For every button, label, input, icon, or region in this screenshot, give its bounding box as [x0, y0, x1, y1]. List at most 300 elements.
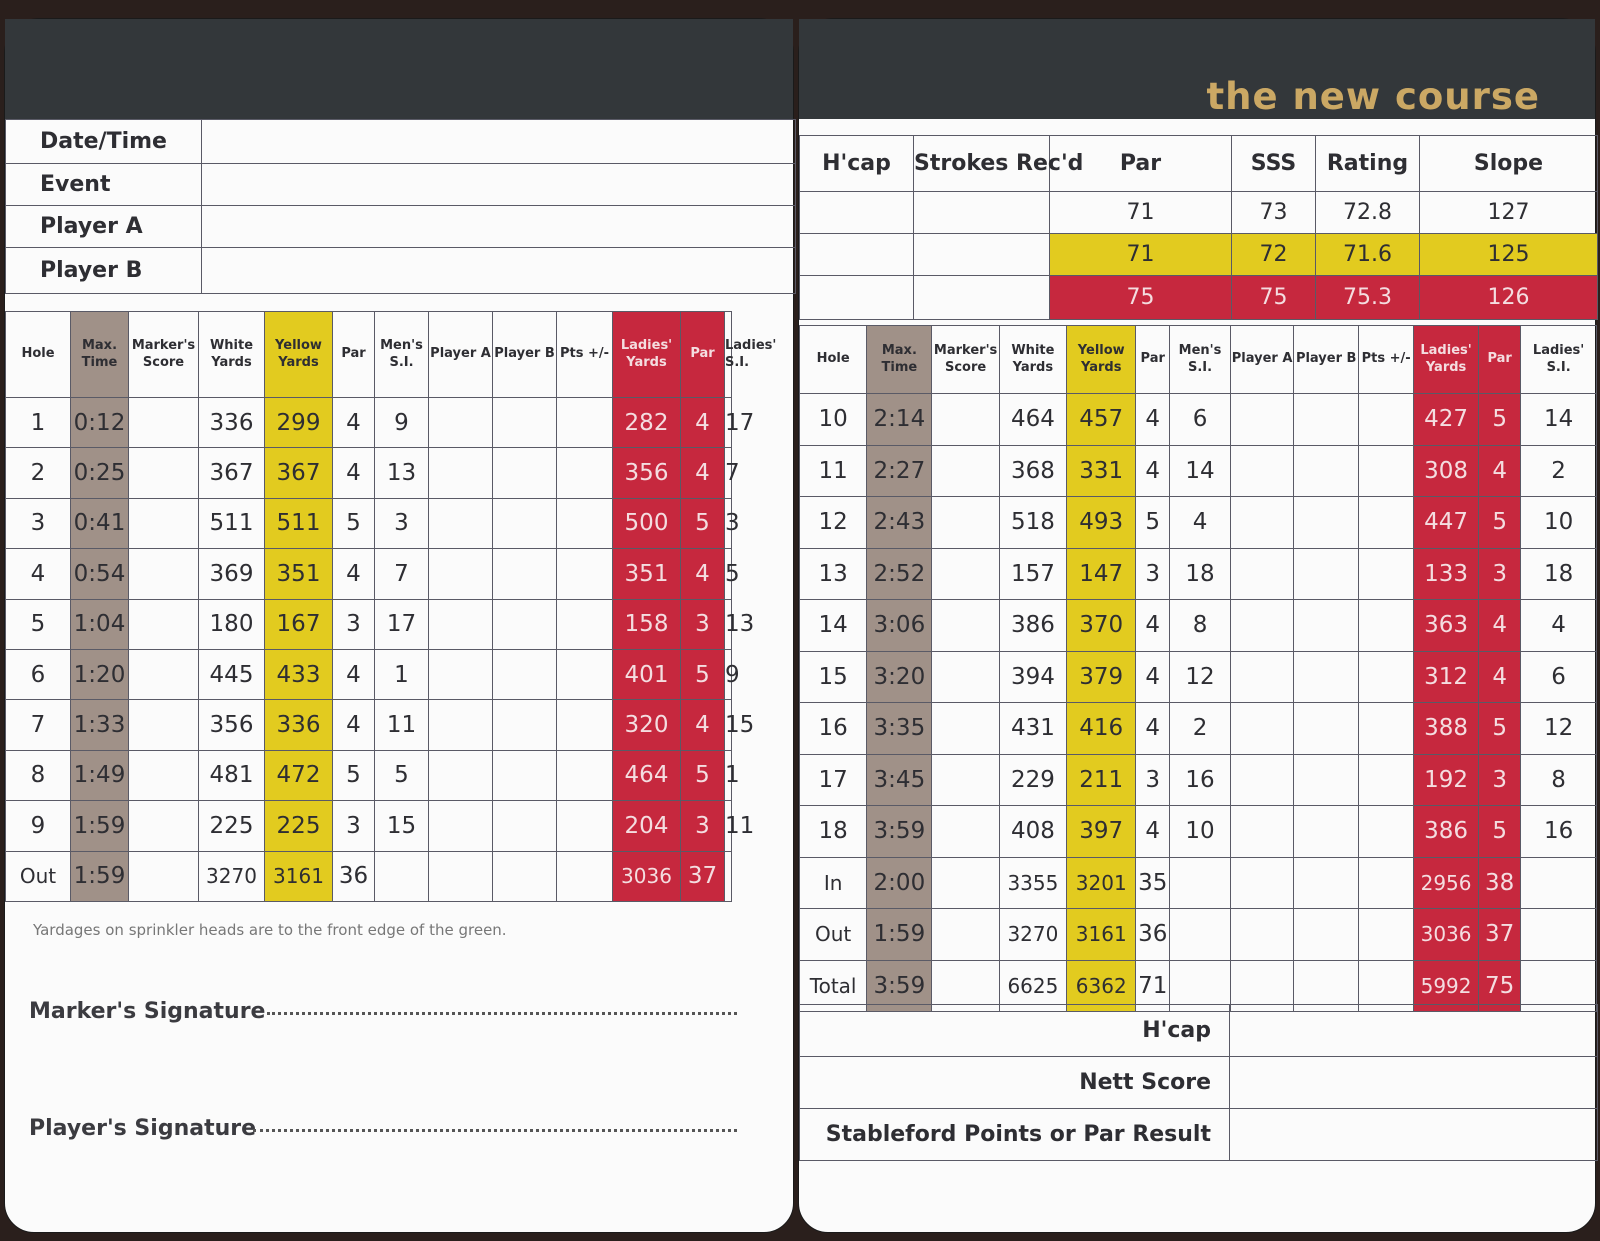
score-entry-cell[interactable]: [1294, 651, 1359, 703]
score-entry-cell[interactable]: [557, 549, 613, 599]
hole-cell: 1:59: [71, 851, 129, 901]
hole-row: [6, 649, 732, 699]
summary-entry-field[interactable]: [1230, 1057, 1598, 1109]
score-entry-cell[interactable]: [429, 750, 493, 800]
score-entry-cell[interactable]: [429, 801, 493, 851]
hole-cell: 445: [199, 649, 265, 699]
hole-cell: 401: [613, 649, 681, 699]
hole-cell: 4: [333, 549, 375, 599]
score-entry-cell[interactable]: [1294, 600, 1359, 652]
hole-row: [6, 750, 732, 800]
hole-cell: 0:25: [71, 448, 129, 498]
hole-row: [800, 754, 1597, 806]
hole-cell: 12: [1170, 651, 1231, 703]
column-header: Max. Time: [867, 326, 932, 394]
hole-cell: 15: [725, 700, 732, 750]
column-header: Ladies' S.I.: [1521, 326, 1597, 394]
hole-cell: 13: [800, 548, 867, 600]
hole-cell: 464: [613, 750, 681, 800]
score-entry-cell[interactable]: [493, 649, 557, 699]
score-entry-cell[interactable]: [1294, 754, 1359, 806]
hole-cell: 7: [375, 549, 429, 599]
hole-cell: 4: [1136, 600, 1170, 652]
score-entry-cell[interactable]: [557, 498, 613, 548]
hole-cell: 3: [1136, 754, 1170, 806]
score-entry-cell[interactable]: [932, 600, 999, 652]
hole-cell: 38: [1479, 857, 1521, 909]
score-entry-cell[interactable]: [129, 549, 199, 599]
hole-cell: 3: [333, 599, 375, 649]
hole-cell: 367: [199, 448, 265, 498]
score-entry-cell[interactable]: [932, 394, 999, 446]
hole-row: [6, 700, 732, 750]
hole-cell: 1:59: [71, 801, 129, 851]
hole-cell: 37: [681, 851, 725, 901]
hole-row: [6, 549, 732, 599]
hole-cell: 167: [265, 599, 333, 649]
hole-cell: 4: [333, 448, 375, 498]
hole-cell: 11: [725, 801, 732, 851]
score-entry-cell[interactable]: [129, 448, 199, 498]
hole-cell: 368: [999, 445, 1066, 497]
strokes-entry[interactable]: [914, 192, 1050, 234]
hole-cell: 4: [681, 549, 725, 599]
hole-cell: 16: [1521, 806, 1597, 858]
hole-cell: 7: [725, 448, 732, 498]
hole-cell: 36: [333, 851, 375, 901]
hole-cell: 14: [1521, 394, 1597, 446]
hole-cell: 3:59: [867, 806, 932, 858]
score-entry-cell[interactable]: [1294, 806, 1359, 858]
hole-cell: 11: [375, 700, 429, 750]
hole-cell: 3270: [999, 909, 1066, 961]
score-entry-cell[interactable]: [493, 549, 557, 599]
hole-cell: 157: [999, 548, 1066, 600]
hole-cell: 356: [613, 448, 681, 498]
hole-cell: 2956: [1413, 857, 1478, 909]
score-entry-cell[interactable]: [429, 549, 493, 599]
hole-row: [6, 851, 732, 901]
hole-row: [800, 909, 1597, 961]
column-header: Yellow Yards: [265, 312, 333, 398]
hole-cell: 370: [1067, 600, 1136, 652]
score-entry-cell[interactable]: [1359, 909, 1414, 961]
score-entry-cell[interactable]: [129, 700, 199, 750]
summary-label: Stableford Points or Par Result: [800, 1109, 1230, 1161]
hole-cell: 192: [1413, 754, 1478, 806]
hole-cell: 5: [375, 750, 429, 800]
hole-cell: 3: [681, 801, 725, 851]
hole-cell: Out: [6, 851, 71, 901]
hole-cell: 16: [1170, 754, 1231, 806]
rating-row: [800, 136, 1598, 192]
score-entry-cell[interactable]: [129, 649, 199, 699]
column-header: Player A: [1231, 326, 1294, 394]
rating-value-yellow: 72: [1232, 234, 1316, 276]
column-header: Ladies' Yards: [613, 312, 681, 398]
hole-cell: 386: [1413, 806, 1478, 858]
hole-cell: 457: [1067, 394, 1136, 446]
hole-cell: 5: [6, 599, 71, 649]
score-entry-cell[interactable]: [129, 498, 199, 548]
score-entry-cell[interactable]: [932, 548, 999, 600]
column-header: Marker's Score: [932, 326, 999, 394]
score-entry-cell[interactable]: [1294, 703, 1359, 755]
column-header: Par: [1479, 326, 1521, 394]
hole-row: [800, 445, 1597, 497]
column-header: Player B: [493, 312, 557, 398]
score-entry-cell[interactable]: [932, 651, 999, 703]
hole-cell: 6362: [1067, 960, 1136, 1012]
hole-cell: 17: [800, 754, 867, 806]
score-entry-cell[interactable]: [932, 497, 999, 549]
hole-cell: 6625: [999, 960, 1066, 1012]
hole-cell: 10: [1170, 806, 1231, 858]
hole-cell: 12: [800, 497, 867, 549]
score-entry-cell[interactable]: [557, 801, 613, 851]
hole-cell: 3: [6, 498, 71, 548]
hole-cell: 71: [1136, 960, 1170, 1012]
hole-cell: 4: [333, 700, 375, 750]
hole-cell: 2: [1170, 703, 1231, 755]
score-entry-cell[interactable]: [1231, 806, 1294, 858]
rating-value-red: 126: [1420, 276, 1598, 320]
rating-row: [800, 276, 1598, 320]
score-entry-cell[interactable]: [493, 599, 557, 649]
hole-cell: 75: [1479, 960, 1521, 1012]
hole-cell: 369: [199, 549, 265, 599]
hole-cell: 3161: [265, 851, 333, 901]
column-header: Max. Time: [71, 312, 129, 398]
hole-row: [800, 548, 1597, 600]
hole-cell: 15: [800, 651, 867, 703]
hole-cell: 394: [999, 651, 1066, 703]
hole-cell: 1:20: [71, 649, 129, 699]
score-entry-cell[interactable]: [493, 851, 557, 901]
hole-cell: [1170, 857, 1231, 909]
score-entry-cell[interactable]: [1359, 651, 1414, 703]
player-signature-label: Player's Signature: [29, 1116, 257, 1141]
score-entry-cell[interactable]: [1359, 754, 1414, 806]
hole-row: [800, 806, 1597, 858]
score-entry-cell[interactable]: [1359, 600, 1414, 652]
score-entry-cell[interactable]: [932, 857, 999, 909]
hole-cell: 500: [613, 498, 681, 548]
hole-cell: 363: [1413, 600, 1478, 652]
rating-value-white: 71: [1050, 192, 1232, 234]
score-entry-cell[interactable]: [1359, 857, 1414, 909]
rating-header: Par: [1050, 136, 1232, 192]
hole-cell: 481: [199, 750, 265, 800]
hole-cell: 9: [6, 801, 71, 851]
score-entry-cell[interactable]: [1231, 497, 1294, 549]
player-signature-line[interactable]: [253, 1129, 737, 1132]
hole-cell: 4: [1136, 651, 1170, 703]
score-entry-cell[interactable]: [1359, 445, 1414, 497]
score-entry-cell[interactable]: [1294, 445, 1359, 497]
hole-cell: 4: [1136, 394, 1170, 446]
hole-cell: 9: [725, 649, 732, 699]
score-entry-cell[interactable]: [932, 703, 999, 755]
hole-cell: 379: [1067, 651, 1136, 703]
rating-row: [800, 192, 1598, 234]
score-entry-cell[interactable]: [129, 750, 199, 800]
score-entry-cell[interactable]: [1294, 857, 1359, 909]
score-entry-cell[interactable]: [1294, 394, 1359, 446]
hole-cell: 3036: [1413, 909, 1478, 961]
score-entry-cell[interactable]: [932, 806, 999, 858]
score-entry-cell[interactable]: [1359, 806, 1414, 858]
hole-cell: 472: [265, 750, 333, 800]
score-entry-cell[interactable]: [932, 445, 999, 497]
score-entry-cell[interactable]: [429, 398, 493, 448]
score-entry-cell[interactable]: [1294, 909, 1359, 961]
player-info-table: [5, 119, 796, 294]
score-entry-cell[interactable]: [429, 649, 493, 699]
hole-cell: 493: [1067, 497, 1136, 549]
column-header: Ladies' S.I.: [725, 312, 732, 398]
score-entry-cell[interactable]: [932, 909, 999, 961]
hole-cell: 5: [333, 750, 375, 800]
hole-cell: 1:59: [867, 909, 932, 961]
score-entry-cell[interactable]: [1231, 394, 1294, 446]
column-header: Men's S.I.: [1170, 326, 1231, 394]
score-entry-cell[interactable]: [1359, 548, 1414, 600]
score-entry-cell[interactable]: [557, 700, 613, 750]
column-header: Men's S.I.: [375, 312, 429, 398]
hole-cell: 10: [1521, 497, 1597, 549]
hole-cell: [725, 851, 732, 901]
hole-cell: 3355: [999, 857, 1066, 909]
score-entry-cell[interactable]: [1231, 857, 1294, 909]
score-entry-cell[interactable]: [493, 398, 557, 448]
score-entry-cell[interactable]: [1359, 394, 1414, 446]
hole-cell: 4: [1136, 703, 1170, 755]
score-entry-cell[interactable]: [1359, 703, 1414, 755]
score-entry-cell[interactable]: [493, 448, 557, 498]
strokes-header: Strokes Rec'd: [914, 136, 1050, 192]
summary-entry-field[interactable]: [1230, 1005, 1598, 1057]
hcap-entry[interactable]: [800, 234, 914, 276]
hole-cell: 4: [6, 549, 71, 599]
info-row: [6, 206, 796, 248]
score-entry-cell[interactable]: [429, 700, 493, 750]
hcap-entry[interactable]: [800, 276, 914, 320]
score-entry-cell[interactable]: [557, 649, 613, 699]
hole-cell: 5: [1136, 497, 1170, 549]
score-entry-cell[interactable]: [429, 498, 493, 548]
hole-cell: 431: [999, 703, 1066, 755]
hole-cell: 388: [1413, 703, 1478, 755]
column-header: Yellow Yards: [1067, 326, 1136, 394]
hole-cell: 320: [613, 700, 681, 750]
hole-cell: 8: [1521, 754, 1597, 806]
hole-cell: 2:00: [867, 857, 932, 909]
hole-cell: 3: [1479, 754, 1521, 806]
hole-cell: 386: [999, 600, 1066, 652]
hole-cell: [375, 851, 429, 901]
hole-cell: 14: [1170, 445, 1231, 497]
column-header: Par: [333, 312, 375, 398]
hole-cell: 2: [6, 448, 71, 498]
score-entry-cell[interactable]: [429, 851, 493, 901]
rating-row: [800, 234, 1598, 276]
column-header-row: [800, 326, 1597, 394]
hole-cell: Out: [800, 909, 867, 961]
score-entry-cell[interactable]: [129, 801, 199, 851]
score-entry-cell[interactable]: [1231, 754, 1294, 806]
score-entry-cell[interactable]: [557, 398, 613, 448]
score-entry-cell[interactable]: [1231, 651, 1294, 703]
rating-value-yellow: 125: [1420, 234, 1598, 276]
hole-cell: 511: [265, 498, 333, 548]
hole-cell: 282: [613, 398, 681, 448]
hole-cell: 1: [375, 649, 429, 699]
strokes-entry[interactable]: [914, 276, 1050, 320]
hole-cell: 3: [333, 801, 375, 851]
column-header: Player A: [429, 312, 493, 398]
hole-cell: 1:49: [71, 750, 129, 800]
score-entry-cell[interactable]: [129, 398, 199, 448]
hole-cell: 3: [375, 498, 429, 548]
info-entry-field[interactable]: [202, 164, 796, 206]
score-entry-cell[interactable]: [493, 750, 557, 800]
strokes-entry[interactable]: [914, 234, 1050, 276]
hole-cell: [1521, 857, 1597, 909]
hole-cell: 464: [999, 394, 1066, 446]
column-header: Hole: [6, 312, 71, 398]
hole-cell: 4: [333, 398, 375, 448]
hole-row: [6, 448, 732, 498]
hole-cell: 299: [265, 398, 333, 448]
score-entry-cell[interactable]: [1294, 497, 1359, 549]
hole-cell: 3201: [1067, 857, 1136, 909]
hole-cell: 3036: [613, 851, 681, 901]
hole-cell: 4: [1521, 600, 1597, 652]
hole-cell: 147: [1067, 548, 1136, 600]
hole-cell: 18: [800, 806, 867, 858]
hole-cell: 204: [613, 801, 681, 851]
info-entry-field[interactable]: [202, 120, 796, 164]
score-entry-cell[interactable]: [1231, 548, 1294, 600]
hole-cell: 5: [681, 750, 725, 800]
summary-entry-field[interactable]: [1230, 1109, 1598, 1161]
score-entry-cell[interactable]: [1231, 703, 1294, 755]
header-band: [5, 19, 793, 119]
hole-cell: 8: [1170, 600, 1231, 652]
score-entry-cell[interactable]: [1231, 445, 1294, 497]
score-entry-cell[interactable]: [557, 599, 613, 649]
column-header: Hole: [800, 326, 867, 394]
summary-row: [800, 1005, 1598, 1057]
rating-header: SSS: [1232, 136, 1316, 192]
marker-signature-label: Marker's Signature: [29, 999, 266, 1024]
score-entry-cell[interactable]: [932, 754, 999, 806]
score-entry-cell[interactable]: [493, 700, 557, 750]
hole-cell: 1: [725, 750, 732, 800]
hole-cell: 3:45: [867, 754, 932, 806]
info-label: Event: [6, 164, 202, 206]
hole-cell: 36: [1136, 909, 1170, 961]
score-entry-cell[interactable]: [429, 448, 493, 498]
summary-row: [800, 1057, 1598, 1109]
hole-cell: 4: [681, 700, 725, 750]
hole-cell: 5: [333, 498, 375, 548]
score-entry-cell[interactable]: [1231, 600, 1294, 652]
hole-cell: 416: [1067, 703, 1136, 755]
hole-cell: 4: [681, 448, 725, 498]
hole-cell: 4: [1136, 806, 1170, 858]
marker-signature-line[interactable]: [267, 1012, 737, 1015]
hole-row: [6, 599, 732, 649]
score-entry-cell[interactable]: [493, 801, 557, 851]
hole-row: [6, 398, 732, 448]
score-entry-cell[interactable]: [129, 851, 199, 901]
rating-header: Rating: [1316, 136, 1420, 192]
hole-cell: 180: [199, 599, 265, 649]
hole-cell: 225: [265, 801, 333, 851]
info-row: [6, 248, 796, 294]
hole-cell: 2:43: [867, 497, 932, 549]
score-entry-cell[interactable]: [557, 750, 613, 800]
course-title: the new course: [1206, 75, 1540, 118]
hole-cell: 17: [725, 398, 732, 448]
score-entry-cell[interactable]: [557, 448, 613, 498]
hole-row: [800, 394, 1597, 446]
hole-cell: 12: [1521, 703, 1597, 755]
score-entry-cell[interactable]: [1231, 909, 1294, 961]
hole-row: [800, 651, 1597, 703]
hole-cell: 35: [1136, 857, 1170, 909]
front-nine-table: [5, 311, 777, 902]
hole-cell: 4: [1479, 651, 1521, 703]
hole-cell: 13: [725, 599, 732, 649]
hole-cell: 4: [1136, 445, 1170, 497]
info-entry-field[interactable]: [202, 206, 796, 248]
hole-cell: 3:06: [867, 600, 932, 652]
info-label: Date/Time: [6, 120, 202, 164]
hole-cell: 14: [800, 600, 867, 652]
hole-cell: 511: [199, 498, 265, 548]
hole-cell: 3: [725, 498, 732, 548]
hole-cell: 4: [681, 398, 725, 448]
hole-cell: 5: [725, 549, 732, 599]
hole-cell: 331: [1067, 445, 1136, 497]
hcap-entry[interactable]: [800, 192, 914, 234]
hole-cell: In: [800, 857, 867, 909]
hole-cell: 4: [1170, 497, 1231, 549]
hole-cell: 4: [333, 649, 375, 699]
hole-cell: 8: [6, 750, 71, 800]
hole-cell: 336: [199, 398, 265, 448]
info-entry-field[interactable]: [202, 248, 796, 294]
hole-cell: 3: [1136, 548, 1170, 600]
hole-cell: 1:33: [71, 700, 129, 750]
hole-cell: 6: [6, 649, 71, 699]
score-entry-cell[interactable]: [129, 599, 199, 649]
hole-cell: 0:41: [71, 498, 129, 548]
column-header: Marker's Score: [129, 312, 199, 398]
score-entry-cell[interactable]: [493, 498, 557, 548]
score-entry-cell[interactable]: [1359, 497, 1414, 549]
score-entry-cell[interactable]: [557, 851, 613, 901]
score-entry-cell[interactable]: [1294, 548, 1359, 600]
rating-value-white: 127: [1420, 192, 1598, 234]
hole-row: [6, 801, 732, 851]
score-entry-cell[interactable]: [429, 599, 493, 649]
hole-cell: 308: [1413, 445, 1478, 497]
rating-value-red: 75: [1232, 276, 1316, 320]
